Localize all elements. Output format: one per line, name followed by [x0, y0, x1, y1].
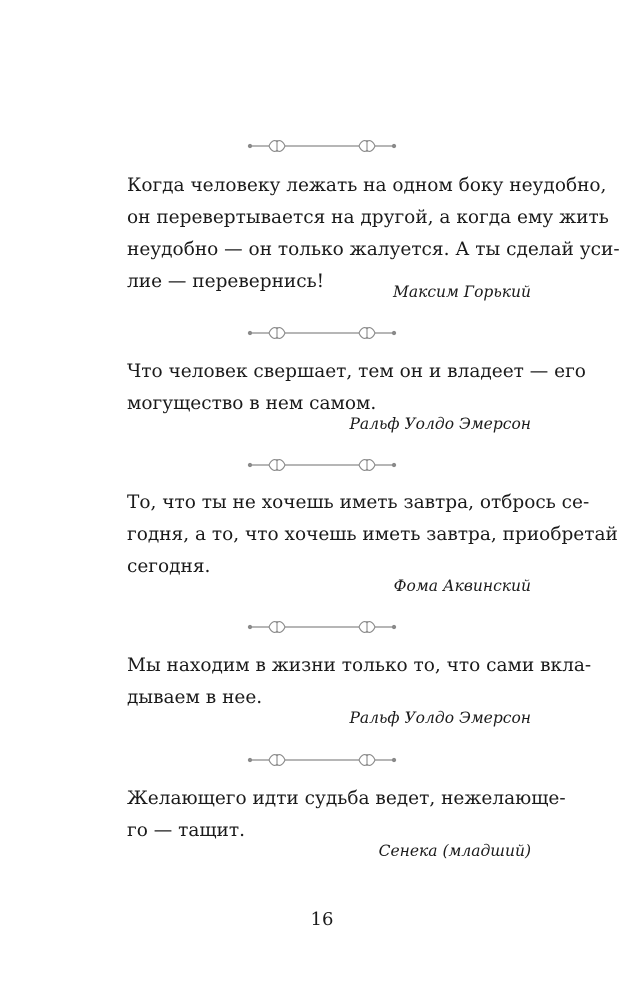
quote-author: Ральф Уолдо Эмерсон: [349, 415, 531, 433]
fleuron-divider-icon: [0, 136, 644, 156]
quote-line: го — тащит.: [127, 820, 246, 841]
quote-text: [127, 487, 618, 583]
quote-text: [127, 170, 620, 298]
quote-line: годня, а то, что хочешь иметь завтра, приобретай: [127, 524, 618, 545]
quote-line: Желающего идти судьба ведет, нежелающе-: [127, 788, 566, 809]
quote-line: сегодня.: [127, 556, 211, 577]
quote-text: [127, 783, 566, 847]
fleuron-divider-icon: [0, 455, 644, 475]
quote-line: дываем в нее.: [127, 687, 263, 708]
quote-line: Мы находим в жизни только то, что сами вкла-: [127, 655, 592, 676]
quote-author: Сенека (младший): [378, 842, 531, 860]
fleuron-divider-icon: [0, 323, 644, 343]
fleuron-divider-icon: [0, 617, 644, 637]
quote-author: Фома Аквинский: [393, 577, 531, 595]
page-number: 16: [310, 909, 334, 930]
quote-line: Когда человеку лежать на одном боку неудобно,: [127, 175, 607, 196]
quote-author: Максим Горький: [393, 283, 531, 301]
quote-line: Что человек свершает, тем он и владеет — его: [127, 361, 586, 382]
quote-text: [127, 356, 586, 420]
quote-line: он перевертывается на другой, а когда ему жить: [127, 207, 609, 228]
quote-line: лие — перевернись!: [127, 271, 325, 292]
quote-line: неудобно — он только жалуется. А ты сделай уси-: [127, 239, 620, 260]
quote-line: могущество в нем самом.: [127, 393, 377, 414]
fleuron-divider-icon: [0, 750, 644, 770]
quote-text: [127, 650, 592, 714]
quote-author: Ральф Уолдо Эмерсон: [349, 709, 531, 727]
quote-line: То, что ты не хочешь иметь завтра, отбрось се-: [127, 492, 590, 513]
